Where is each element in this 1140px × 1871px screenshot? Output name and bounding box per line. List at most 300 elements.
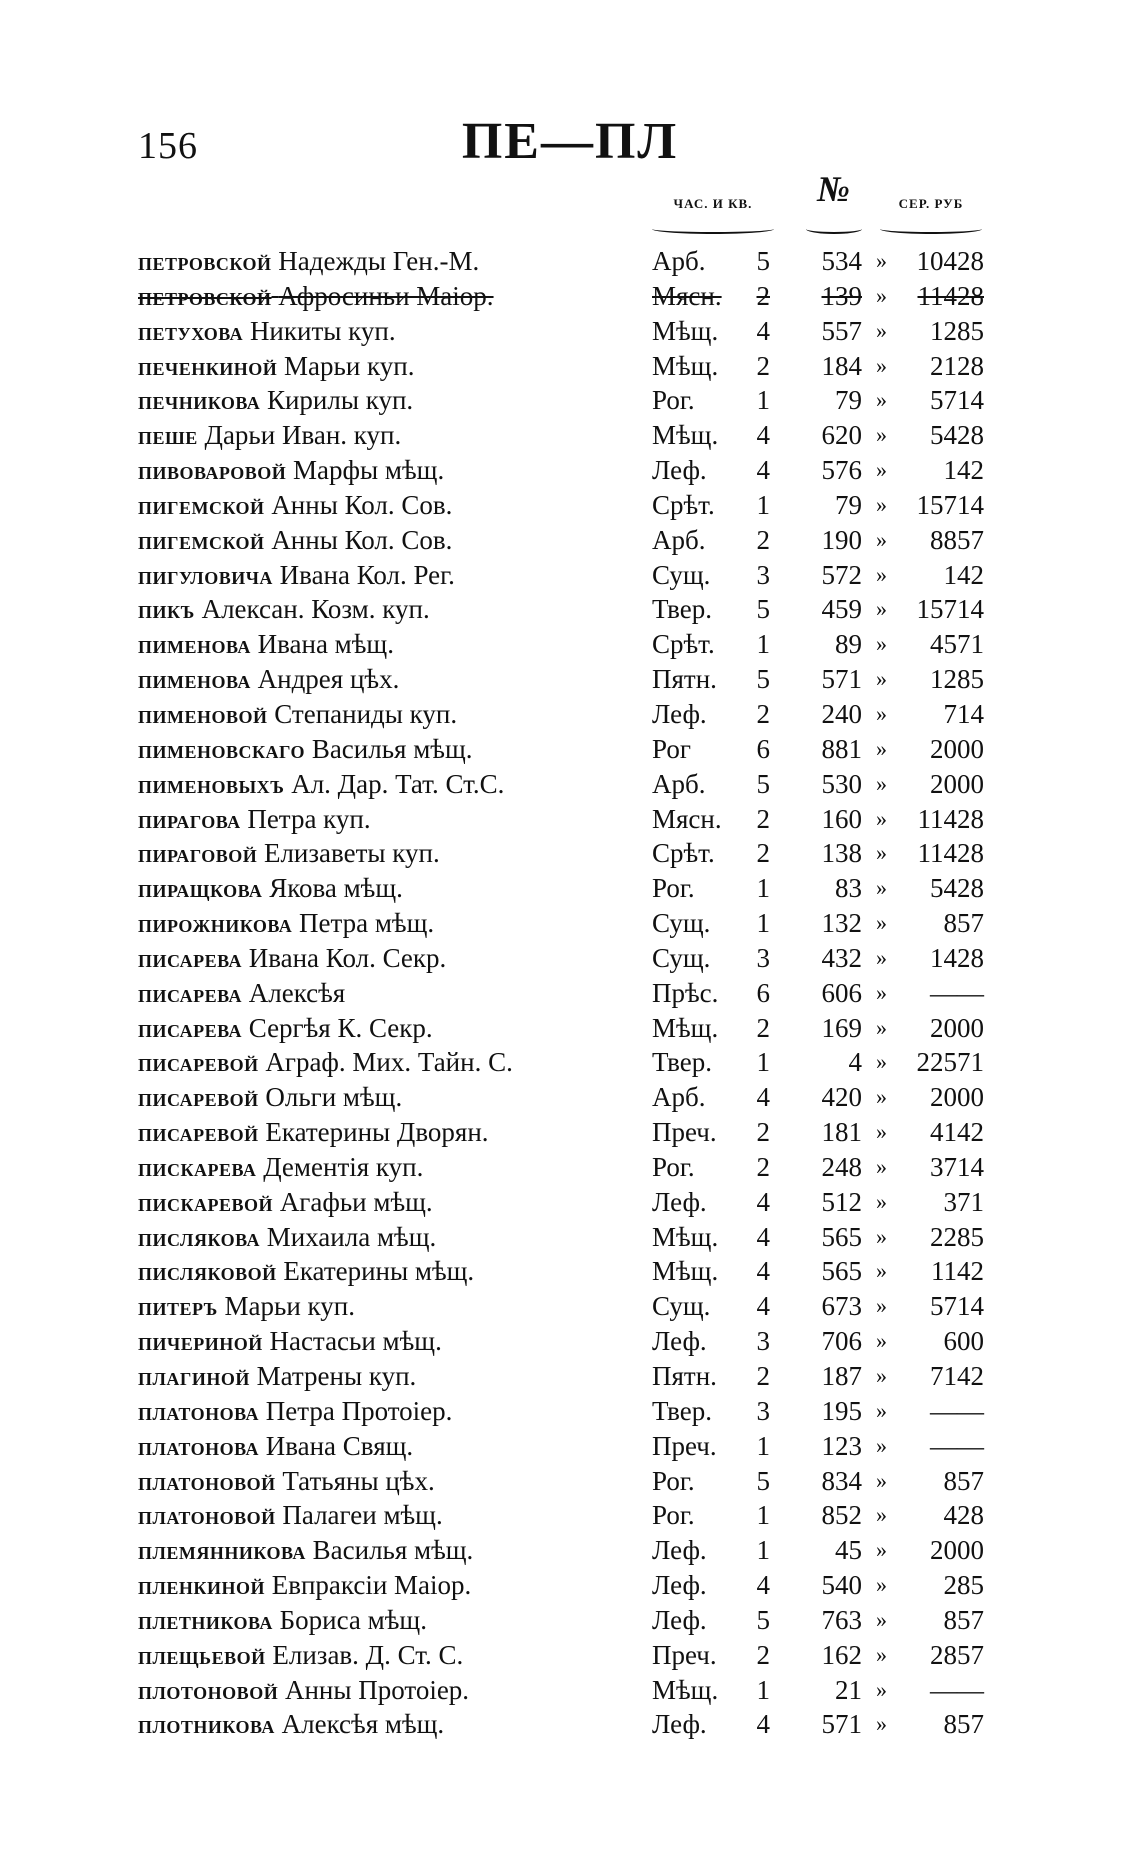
quarter-number: 5 xyxy=(756,1465,770,1496)
house-number: 565 xyxy=(821,1221,862,1252)
city-part: Твер. xyxy=(652,1047,712,1078)
surname: плотоновой xyxy=(138,1675,279,1705)
entry-name xyxy=(138,1150,423,1186)
city-part: Мѣщ. xyxy=(652,1674,719,1705)
surname: питеръ xyxy=(138,1292,218,1322)
house-number: 557 xyxy=(821,315,862,346)
quarter-number: 3 xyxy=(756,1326,770,1357)
residents-list xyxy=(0,244,1140,1742)
city-part: Арб. xyxy=(652,246,706,276)
quarter-number: 4 xyxy=(756,455,770,486)
ditto-mark: » xyxy=(876,561,887,587)
city-part: Твер. xyxy=(652,594,712,625)
entry-name xyxy=(138,1220,436,1256)
list-item xyxy=(0,906,1140,941)
city-part: Леф. xyxy=(652,1570,707,1601)
silver-roubles: 2000 xyxy=(930,1012,984,1043)
ditto-mark: » xyxy=(876,1711,887,1737)
silver-roubles: 4142 xyxy=(930,1117,984,1148)
house-number: 169 xyxy=(821,1012,862,1043)
list-item xyxy=(0,802,1140,837)
ditto-mark: » xyxy=(876,840,887,866)
quarter-number: 4 xyxy=(756,1291,770,1322)
ditto-mark: » xyxy=(876,1223,887,1249)
given-name-rank: Евпраксіи Маіор. xyxy=(271,1570,472,1601)
given-name-rank: Василья мѣщ. xyxy=(312,1535,474,1566)
surname: пикъ xyxy=(138,595,195,625)
silver-roubles: 2000 xyxy=(930,768,984,799)
surname: пискарева xyxy=(138,1152,257,1182)
city-part: Сущ. xyxy=(652,1291,711,1322)
silver-roubles: 5714 xyxy=(930,1291,984,1322)
given-name-rank: Анны Протоіер. xyxy=(284,1674,470,1705)
city-part: Рог. xyxy=(652,1151,695,1182)
given-name-rank: Ольги мѣщ. xyxy=(265,1082,403,1113)
quarter-number: 4 xyxy=(756,1709,770,1740)
quarter-number: 1 xyxy=(756,1674,770,1705)
quarter-number: 2 xyxy=(756,524,770,555)
entry-name xyxy=(138,1289,355,1325)
city-part: Рог. xyxy=(652,1465,695,1496)
silver-roubles: 2128 xyxy=(930,350,984,381)
list-item xyxy=(0,279,1140,314)
city-part: Срѣт. xyxy=(652,629,715,660)
list-item xyxy=(0,732,1140,767)
surname: пименовой xyxy=(138,699,268,729)
ditto-mark: » xyxy=(876,1363,887,1388)
silver-roubles: 1142 xyxy=(931,1256,984,1287)
surname: платонова xyxy=(138,1396,259,1426)
entry-name xyxy=(138,767,504,803)
silver-roubles: 11428 xyxy=(917,838,984,869)
column-header-silver: СЕР. РУБ xyxy=(898,196,964,211)
silver-roubles: 2857 xyxy=(930,1639,984,1670)
quarter-number: 4 xyxy=(756,1186,770,1217)
entry-name xyxy=(138,418,401,454)
silver-roubles: 371 xyxy=(943,1186,984,1217)
ditto-mark: » xyxy=(876,979,887,1005)
quarter-number: 6 xyxy=(756,977,770,1008)
ditto-mark: » xyxy=(876,1258,887,1284)
list-item xyxy=(0,871,1140,906)
silver-roubles: 5428 xyxy=(930,420,984,451)
given-name-rank: Ивана Кол. Рег. xyxy=(279,559,455,590)
city-part: Мѣщ. xyxy=(652,1221,719,1252)
given-name-rank: Марьи куп. xyxy=(224,1291,355,1322)
ditto-mark: » xyxy=(876,1641,887,1667)
city-part: Мѣщ. xyxy=(652,315,719,346)
quarter-number: 4 xyxy=(756,1256,770,1287)
list-item xyxy=(0,1254,1140,1289)
quarter-number: 1 xyxy=(756,1430,770,1461)
column-header-number: № xyxy=(817,169,851,209)
city-part: Мясн. xyxy=(652,803,722,834)
ditto-mark: » xyxy=(876,317,887,343)
list-item xyxy=(0,1185,1140,1220)
ditto-mark: » xyxy=(876,631,887,657)
given-name-rank: Дементія куп. xyxy=(263,1151,424,1182)
surname: писаревой xyxy=(138,1083,259,1113)
quarter-number: 1 xyxy=(756,1535,770,1566)
surname: пименовскаго xyxy=(138,734,306,764)
quarter-number: 1 xyxy=(756,489,770,520)
silver-roubles: 857 xyxy=(943,908,984,939)
quarter-number: 2 xyxy=(756,1012,770,1043)
quarter-number: 6 xyxy=(756,733,770,764)
list-item xyxy=(0,1359,1140,1394)
given-name-rank: Надежды Ген.-М. xyxy=(278,246,480,276)
ditto-mark: » xyxy=(876,1014,887,1040)
house-number: 162 xyxy=(821,1639,862,1670)
house-number: 83 xyxy=(835,873,862,904)
quarter-number: 2 xyxy=(756,1117,770,1148)
quarter-number: 5 xyxy=(756,768,770,799)
entry-name xyxy=(138,349,414,385)
silver-roubles: 714 xyxy=(943,698,984,729)
quarter-number: 2 xyxy=(756,1639,770,1670)
surname: писаревой xyxy=(138,1118,259,1148)
entry-name xyxy=(138,558,455,594)
quarter-number: 2 xyxy=(756,803,770,834)
surname: писарева xyxy=(138,1013,242,1043)
ditto-mark: » xyxy=(876,282,887,308)
ditto-mark: » xyxy=(876,1572,887,1598)
brace-silver xyxy=(880,224,982,234)
surname: племянникова xyxy=(138,1536,306,1566)
given-name-rank: Алексѣя мѣщ. xyxy=(281,1709,445,1740)
house-number: 138 xyxy=(821,838,862,869)
ditto-mark: » xyxy=(876,805,887,831)
list-item xyxy=(0,558,1140,593)
city-part: Рог. xyxy=(652,1500,695,1531)
surname: плетникова xyxy=(138,1605,273,1635)
surname: пирагова xyxy=(138,804,241,834)
ditto-mark: » xyxy=(876,422,887,448)
quarter-number: 2 xyxy=(756,698,770,729)
surname: пираговой xyxy=(138,839,258,869)
house-number: 432 xyxy=(821,942,862,973)
entry-name xyxy=(138,453,444,489)
surname: писарева xyxy=(138,943,242,973)
city-part: Леф. xyxy=(652,1604,707,1635)
surname: пименова xyxy=(138,630,251,660)
house-number: 184 xyxy=(821,350,862,381)
given-name-rank: Палагеи мѣщ. xyxy=(282,1500,443,1531)
surname: писляковой xyxy=(138,1257,277,1287)
silver-roubles: 11428 xyxy=(917,280,984,311)
house-number: 132 xyxy=(821,908,862,939)
list-item xyxy=(0,1638,1140,1673)
silver-roubles: 142 xyxy=(943,455,984,486)
ditto-mark: » xyxy=(876,700,887,726)
surname: печенкиной xyxy=(138,351,278,381)
given-name-rank: Якова мѣщ. xyxy=(269,873,403,904)
house-number: 530 xyxy=(821,768,862,799)
column-header-part-kv: ЧАС. И КВ. xyxy=(673,196,753,211)
silver-roubles: —— xyxy=(930,977,984,1008)
given-name-rank: Ивана мѣщ. xyxy=(257,629,394,660)
list-item xyxy=(0,418,1140,453)
ditto-mark: » xyxy=(876,1537,887,1563)
given-name-rank: Алексан. Козм. куп. xyxy=(201,594,430,625)
ditto-mark: » xyxy=(876,1084,887,1110)
entry-name xyxy=(138,523,452,559)
ditto-mark: » xyxy=(876,1119,887,1145)
quarter-number: 2 xyxy=(756,350,770,381)
surname: печникова xyxy=(138,386,261,416)
ditto-mark: » xyxy=(876,944,887,970)
silver-roubles: 2000 xyxy=(930,1082,984,1113)
silver-roubles: 428 xyxy=(943,1500,984,1531)
silver-roubles: 7142 xyxy=(930,1361,984,1391)
city-part: Преч. xyxy=(652,1117,717,1148)
list-item xyxy=(0,1464,1140,1499)
surname: пивоваровой xyxy=(138,456,287,486)
given-name-rank: Петра Протоіер. xyxy=(265,1395,453,1426)
brace-part-kv xyxy=(652,224,774,234)
list-item xyxy=(0,383,1140,418)
city-part: Сущ. xyxy=(652,942,711,973)
silver-roubles: 2000 xyxy=(930,1535,984,1566)
surname: писаревой xyxy=(138,1048,259,1078)
quarter-number: 4 xyxy=(756,1570,770,1601)
house-number: 420 xyxy=(821,1082,862,1113)
house-number: 881 xyxy=(821,733,862,764)
silver-roubles: 4571 xyxy=(930,629,984,660)
house-number: 139 xyxy=(821,280,862,311)
city-part: Леф. xyxy=(652,1535,707,1566)
house-number: 195 xyxy=(821,1395,862,1426)
house-number: 576 xyxy=(821,455,862,486)
silver-roubles: 5428 xyxy=(930,873,984,904)
surname: петровской xyxy=(138,281,272,311)
given-name-rank: Екатерины мѣщ. xyxy=(283,1256,475,1287)
silver-roubles: 15714 xyxy=(916,594,984,625)
silver-roubles: 857 xyxy=(943,1709,984,1740)
list-item xyxy=(0,1324,1140,1359)
entry-name xyxy=(138,1359,416,1395)
list-item xyxy=(0,1080,1140,1115)
surname: петухова xyxy=(138,316,244,346)
ditto-mark: » xyxy=(876,248,887,273)
ditto-mark: » xyxy=(876,352,887,378)
quarter-number: 5 xyxy=(756,246,770,276)
entry-name xyxy=(138,662,399,698)
city-part: Срѣт. xyxy=(652,489,715,520)
ditto-mark: » xyxy=(876,1676,887,1702)
entry-name xyxy=(138,488,452,524)
entry-name xyxy=(138,871,403,907)
city-part: Арб. xyxy=(652,768,706,799)
list-item xyxy=(0,1289,1140,1324)
city-part: Мясн. xyxy=(652,280,722,311)
page-number: 156 xyxy=(138,125,198,167)
house-number: 565 xyxy=(821,1256,862,1287)
city-part: Мѣщ. xyxy=(652,1012,719,1043)
list-item xyxy=(0,1429,1140,1464)
given-name-rank: Ал. Дар. Тат. Ст.С. xyxy=(291,768,505,799)
city-part: Рог. xyxy=(652,873,695,904)
house-number: 187 xyxy=(821,1361,862,1391)
surname: пименова xyxy=(138,665,251,695)
house-number: 571 xyxy=(821,1709,862,1740)
surname: петровской xyxy=(138,247,272,276)
list-item xyxy=(0,1498,1140,1533)
city-part: Мѣщ. xyxy=(652,420,719,451)
silver-roubles: 10428 xyxy=(916,246,984,276)
given-name-rank: Татьяны цѣх. xyxy=(282,1465,435,1496)
silver-roubles: 22571 xyxy=(916,1047,984,1078)
house-number: 181 xyxy=(821,1117,862,1148)
list-item xyxy=(0,697,1140,732)
city-part: Леф. xyxy=(652,1326,707,1357)
silver-roubles: 1285 xyxy=(930,315,984,346)
silver-roubles: 11428 xyxy=(917,803,984,834)
given-name-rank: Степаниды куп. xyxy=(274,698,458,729)
given-name-rank: Дарьи Иван. куп. xyxy=(204,420,402,451)
list-item xyxy=(0,453,1140,488)
ditto-mark: » xyxy=(876,1188,887,1214)
ditto-mark: » xyxy=(876,1397,887,1423)
given-name-rank: Андрея цѣх. xyxy=(257,664,400,695)
surname: писарева xyxy=(138,978,242,1008)
house-number: 540 xyxy=(821,1570,862,1601)
house-number: 572 xyxy=(821,559,862,590)
silver-roubles: 1428 xyxy=(930,942,984,973)
given-name-rank: Сергѣя К. Секр. xyxy=(248,1012,433,1043)
given-name-rank: Бориса мѣщ. xyxy=(279,1604,427,1635)
surname: пиращкова xyxy=(138,874,263,904)
given-name-rank: Марфы мѣщ. xyxy=(293,455,445,486)
quarter-number: 1 xyxy=(756,385,770,416)
house-number: 606 xyxy=(821,977,862,1008)
quarter-number: 3 xyxy=(756,942,770,973)
quarter-number: 1 xyxy=(756,629,770,660)
city-part: Леф. xyxy=(652,1709,707,1740)
given-name-rank: Василья мѣщ. xyxy=(311,733,473,764)
house-number: 240 xyxy=(821,698,862,729)
city-part: Срѣт. xyxy=(652,838,715,869)
entry-name xyxy=(138,802,371,838)
entry-name xyxy=(138,592,430,628)
house-number: 4 xyxy=(848,1047,862,1078)
list-item xyxy=(0,976,1140,1011)
ditto-mark: » xyxy=(876,1606,887,1632)
given-name-rank: Михаила мѣщ. xyxy=(266,1221,437,1252)
entry-name xyxy=(138,1707,444,1743)
surname: пленкиной xyxy=(138,1571,265,1601)
city-part: Рог xyxy=(652,733,691,764)
given-name-rank: Агафьи мѣщ. xyxy=(279,1186,433,1217)
silver-roubles: 285 xyxy=(943,1570,984,1601)
given-name-rank: Анны Кол. Сов. xyxy=(271,489,453,520)
given-name-rank: Афросиньи Маіор. xyxy=(278,280,494,311)
entry-name xyxy=(138,1185,433,1221)
ditto-mark: » xyxy=(876,1049,887,1075)
house-number: 160 xyxy=(821,803,862,834)
surname: платоновой xyxy=(138,1501,276,1531)
surname: платонова xyxy=(138,1431,259,1461)
quarter-number: 3 xyxy=(756,1395,770,1426)
silver-roubles: 5714 xyxy=(930,385,984,416)
entry-name xyxy=(138,627,394,663)
brace-number xyxy=(806,224,862,234)
city-part: Пятн. xyxy=(652,664,717,695)
list-item xyxy=(0,836,1140,871)
city-part: Рог. xyxy=(652,385,695,416)
surname: пеше xyxy=(138,421,198,451)
given-name-rank: Елизаветы куп. xyxy=(263,838,440,869)
house-number: 834 xyxy=(821,1465,862,1496)
entry-name xyxy=(138,1045,513,1081)
list-item xyxy=(0,488,1140,523)
surname: плотникова xyxy=(138,1710,275,1740)
house-number: 512 xyxy=(821,1186,862,1217)
ditto-mark: » xyxy=(876,666,887,692)
quarter-number: 5 xyxy=(756,664,770,695)
quarter-number: 1 xyxy=(756,908,770,939)
silver-roubles: 857 xyxy=(943,1604,984,1635)
surname: плагиной xyxy=(138,1362,250,1391)
given-name-rank: Алексѣя xyxy=(248,977,346,1008)
ditto-mark: » xyxy=(876,875,887,901)
silver-roubles: 15714 xyxy=(916,489,984,520)
surname: пирожникова xyxy=(138,909,293,939)
entry-name xyxy=(138,697,457,733)
entry-name xyxy=(138,1498,443,1534)
given-name-rank: Настасьи мѣщ. xyxy=(269,1326,442,1357)
list-item xyxy=(0,349,1140,384)
quarter-number: 2 xyxy=(756,1151,770,1182)
city-part: Леф. xyxy=(652,1186,707,1217)
given-name-rank: Петра куп. xyxy=(247,803,371,834)
list-item xyxy=(0,1045,1140,1080)
city-part: Арб. xyxy=(652,1082,706,1113)
house-number: 763 xyxy=(821,1604,862,1635)
given-name-rank: Анны Кол. Сов. xyxy=(271,524,453,555)
list-item xyxy=(0,1533,1140,1568)
given-name-rank: Петра мѣщ. xyxy=(298,908,435,939)
entry-name xyxy=(138,1324,442,1360)
house-number: 79 xyxy=(835,385,862,416)
ditto-mark: » xyxy=(876,735,887,761)
surname: пигуловича xyxy=(138,560,273,590)
list-item xyxy=(0,1394,1140,1429)
silver-roubles: —— xyxy=(930,1674,984,1705)
list-item xyxy=(0,244,1140,279)
surname: плещьевой xyxy=(138,1640,266,1670)
surname: пислякова xyxy=(138,1222,260,1252)
surname: пигемской xyxy=(138,525,265,555)
entry-name xyxy=(138,1533,473,1569)
house-number: 673 xyxy=(821,1291,862,1322)
quarter-number: 2 xyxy=(756,1361,770,1391)
city-part: Мѣщ. xyxy=(652,350,719,381)
surname: пискаревой xyxy=(138,1187,274,1217)
entry-name xyxy=(138,1673,469,1709)
ditto-mark: » xyxy=(876,1502,887,1528)
ditto-mark: » xyxy=(876,596,887,622)
quarter-number: 4 xyxy=(756,420,770,451)
quarter-number: 4 xyxy=(756,1221,770,1252)
entry-name xyxy=(138,383,413,419)
entry-name xyxy=(138,1464,435,1500)
silver-roubles: —— xyxy=(930,1395,984,1426)
list-item xyxy=(0,592,1140,627)
city-part: Твер. xyxy=(652,1395,712,1426)
ditto-mark: » xyxy=(876,1153,887,1179)
given-name-rank: Никиты куп. xyxy=(249,315,396,346)
